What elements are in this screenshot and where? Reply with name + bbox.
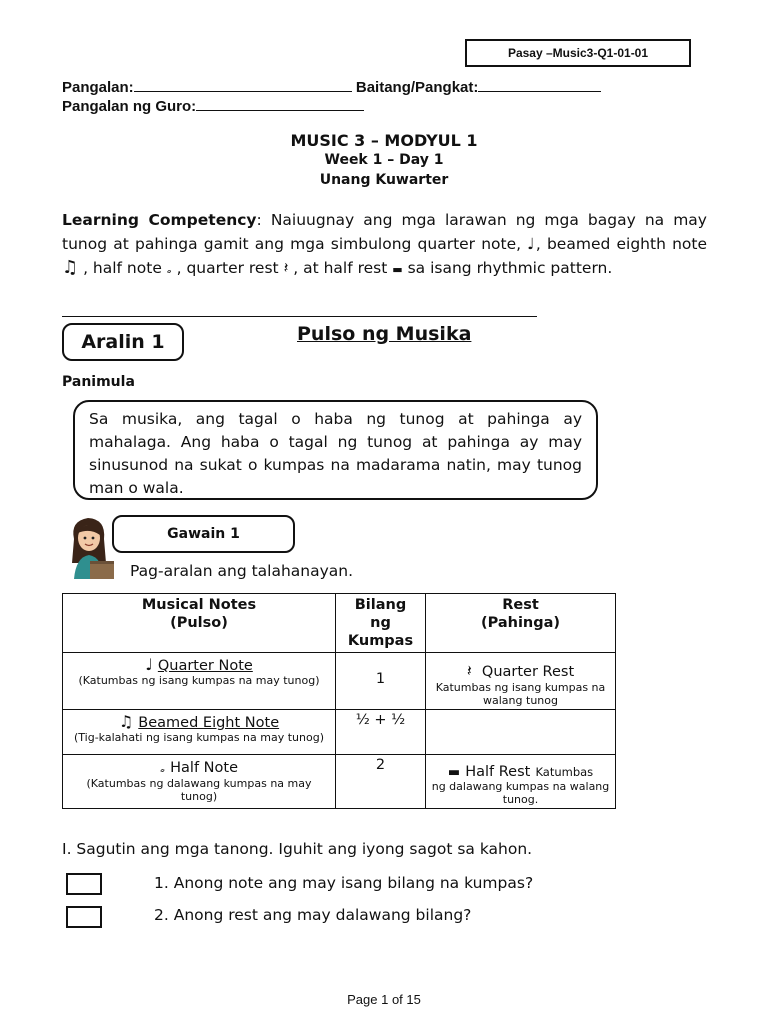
rest-description: Katumbas ng isang kumpas na walang tunog (435, 681, 606, 707)
week-day: Week 1 – Day 1 (324, 152, 444, 168)
rest-cell-empty (426, 710, 616, 755)
competency-text: : Naiuugnay ang mga larawan ng mga bagay na may tunog at pahinga gamit ang mga simbulong quarter note, (62, 211, 707, 253)
count-cell: ½ + ½ (336, 710, 426, 755)
competency-text: , at half rest (288, 259, 393, 277)
divider (62, 316, 537, 317)
name-label: Pangalan: (62, 79, 134, 96)
module-title: MUSIC 3 – MODYUL 1 (290, 131, 478, 150)
table-row (63, 710, 616, 755)
quarter-note-icon: ♩ (145, 655, 153, 674)
question-2: 2. Anong rest ang may dalawang bilang? (154, 906, 472, 924)
document-code: Pasay –Music3-Q1-01-01 (507, 46, 649, 60)
document-code-box (465, 39, 691, 67)
header-count: Bilang ng Kumpas (336, 594, 426, 653)
rest-cell (426, 653, 616, 710)
lesson-label-box (62, 323, 184, 361)
name-field-row (62, 79, 601, 96)
questions-instruction: I. Sagutin ang mga tanong. Iguhit ang iyong sagot sa kahon. (62, 840, 533, 858)
competency-label: Learning Competency (62, 211, 257, 229)
activity-label: Gawain 1 (167, 526, 240, 542)
note-description: (Katumbas ng dalawang kumpas na may tunog) (86, 777, 312, 803)
header-rest: Rest (Pahinga) (426, 594, 616, 653)
half-rest-icon: ▬ (392, 263, 403, 276)
note-name: Half Note (170, 760, 238, 776)
lesson-title: Pulso ng Musika (297, 323, 472, 345)
notes-table (62, 593, 616, 809)
answer-box-1[interactable] (66, 873, 102, 895)
half-note-icon: 𝅗 (166, 259, 172, 277)
note-cell (63, 710, 336, 755)
note-name: Quarter Note (157, 658, 253, 674)
learning-competency (62, 208, 707, 282)
page-number: Page 1 of 15 (347, 992, 421, 1007)
name-blank[interactable] (134, 79, 352, 92)
grade-blank[interactable] (478, 79, 601, 92)
header-musical-notes: Musical Notes (Pulso) (63, 594, 336, 653)
rest-name: Quarter Rest (481, 664, 575, 680)
quarter-note-icon: ♩ (527, 235, 536, 253)
activity-instruction: Pag-aralan ang talahanayan. (130, 562, 354, 580)
teacher-blank[interactable] (196, 98, 364, 111)
note-name: Beamed Eight Note (138, 715, 280, 731)
competency-text: , beamed eighth note (535, 235, 708, 253)
beamed-note-icon: ♫ (118, 712, 134, 731)
answer-box-2[interactable] (66, 906, 102, 928)
note-description: (Katumbas ng isang kumpas na may tunog) (78, 674, 320, 687)
note-cell (63, 653, 336, 710)
half-rest-icon: ▬ (447, 765, 461, 780)
rest-name: Half Rest (465, 764, 531, 780)
beamed-note-icon: ♫ (62, 257, 79, 278)
intro-label: Panimula (62, 374, 135, 390)
activity-label-box (112, 515, 295, 553)
lesson-label: Aralin 1 (81, 331, 165, 353)
quarter-label: Unang Kuwarter (319, 172, 449, 188)
intro-box (73, 400, 598, 500)
table-row (63, 653, 616, 710)
competency-text: sa isang rhythmic pattern. (402, 259, 613, 277)
table-row (63, 755, 616, 809)
grade-label: Baitang/Pangkat: (355, 79, 479, 96)
competency-text: , quarter rest (171, 259, 284, 277)
teacher-label: Pangalan ng Guro: (62, 98, 197, 115)
rest-cell (426, 755, 616, 809)
competency-text: , half note (78, 259, 167, 277)
quarter-rest-icon: 𝄽 (283, 259, 289, 277)
table-header-row (63, 594, 616, 653)
note-cell (63, 755, 336, 809)
count-cell: 2 (336, 755, 426, 809)
quarter-rest-icon: 𝄽 (466, 661, 472, 680)
count-cell: 1 (336, 653, 426, 710)
question-1: 1. Anong note ang may isang bilang na kumpas? (154, 874, 534, 892)
rest-description: ng dalawang kumpas na walang tunog. (431, 780, 610, 806)
note-description: (Tig-kalahati ng isang kumpas na may tunog) (73, 731, 324, 744)
rest-description-inline: Katumbas (535, 765, 594, 779)
intro-text: Sa musika, ang tagal o haba ng tunog at pahinga ay mahalaga. Ang haba o tagal ng tunog at pahinga ay may sinusunod na sukat o kumpas na madarama natin, may tunog man o wala. (89, 410, 582, 497)
half-note-icon: 𝅗 (160, 757, 166, 776)
teacher-field-row (62, 98, 364, 115)
